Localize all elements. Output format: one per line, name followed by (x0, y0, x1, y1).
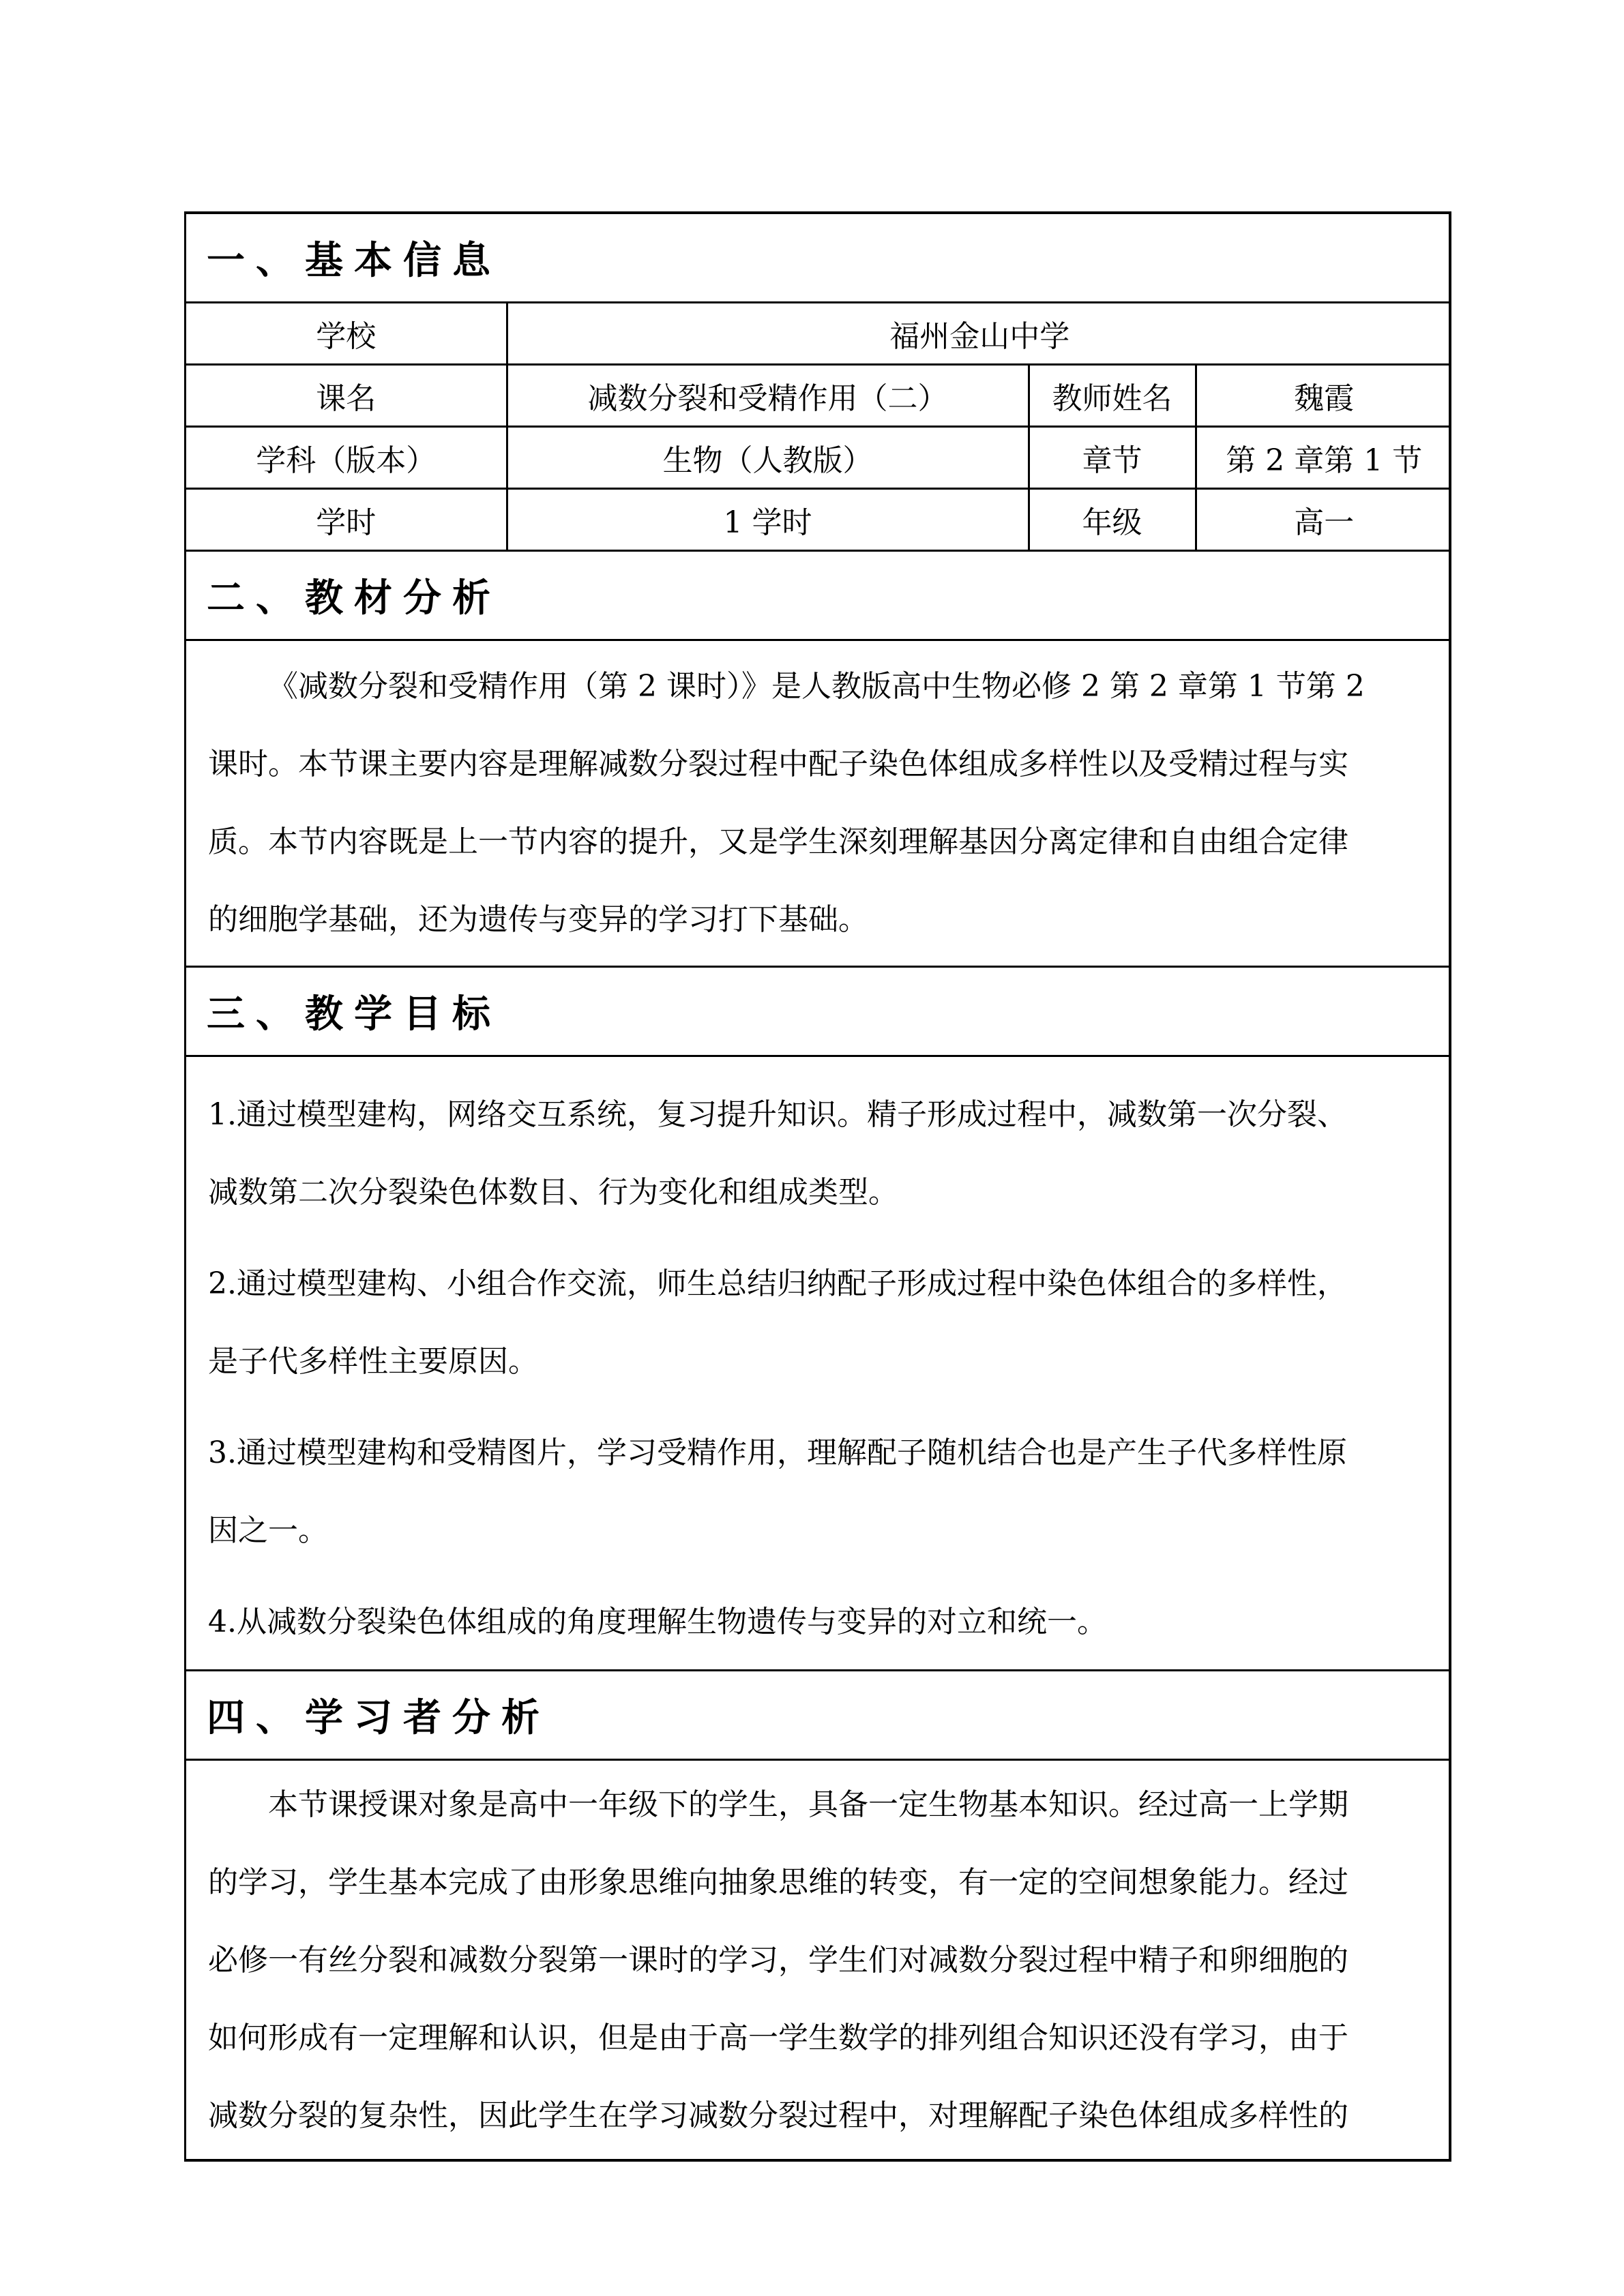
value-teacher: 魏霞 (1196, 365, 1451, 427)
text-line: 是子代多样性主要原因。 (208, 1344, 538, 1379)
table-row (186, 427, 1451, 489)
label-course: 课名 (186, 365, 507, 427)
text-line: 必修一有丝分裂和减数分裂第一课时的学习，学生们对减数分裂过程中精子和卵细胞的 (208, 1943, 1348, 1978)
text-line: 减数第二次分裂染色体数目、行为变化和组成类型。 (208, 1175, 898, 1210)
text-line: 如何形成有一定理解和认识，但是由于高一学生数学的排列组合知识还没有学习，由于 (208, 2021, 1348, 2055)
list-item (208, 1238, 1427, 1407)
text-line: 4.从减数分裂染色体组成的角度理解生物遗传与变异的对立和统一。 (208, 1605, 1107, 1639)
label-school: 学校 (186, 303, 507, 365)
value-subject: 生物（人教版） (507, 427, 1029, 489)
teaching-goals-text (186, 1057, 1449, 1671)
section-title-basic-info: 一、基本信息 (186, 214, 1449, 303)
table-row (186, 489, 1451, 551)
material-analysis-text (186, 641, 1449, 968)
value-grade: 高一 (1196, 489, 1451, 551)
text-line: 2.通过模型建构、小组合作交流，师生总结归纳配子形成过程中染色体组合的多样性， (208, 1266, 1347, 1301)
text-line: 本节课授课对象是高中一年级下的学生，具备一定生物基本知识。经过高一上学期 (268, 1787, 1348, 1822)
value-school: 福州金山中学 (507, 303, 1451, 365)
list-item (208, 1069, 1427, 1238)
text-line: 课时。本节课主要内容是理解减数分裂过程中配子染色体组成多样性以及受精过程与实 (208, 747, 1348, 781)
text-line: 的细胞学基础，还为遗传与变异的学习打下基础。 (208, 902, 868, 937)
section-title-material-analysis: 二、教材分析 (186, 552, 1449, 641)
text-line: 1.通过模型建构，网络交互系统，复习提升知识。精子形成过程中，减数第一次分裂、 (208, 1097, 1347, 1132)
text-line: 的学习，学生基本完成了由形象思维向抽象思维的转变，有一定的空间想象能力。经过 (208, 1865, 1348, 1900)
list-item (208, 1407, 1427, 1577)
label-chapter: 章节 (1029, 427, 1196, 489)
label-grade: 年级 (1029, 489, 1196, 551)
value-chapter: 第 2 章第 1 节 (1196, 427, 1451, 489)
learner-analysis-text (186, 1761, 1449, 2159)
section-title-teaching-goals: 三、教学目标 (186, 968, 1449, 1057)
section-title-learner-analysis: 四、学习者分析 (186, 1671, 1449, 1761)
value-hours: 1 学时 (507, 489, 1029, 551)
table-row (186, 303, 1451, 365)
text-line: 因之一。 (208, 1513, 328, 1548)
table-row (186, 365, 1451, 427)
text-line: 《减数分裂和受精作用（第 2 课时）》是人教版高中生物必修 2 第 2 章第 1 节第 2 (268, 669, 1365, 704)
label-hours: 学时 (186, 489, 507, 551)
text-line: 3.通过模型建构和受精图片，学习受精作用，理解配子随机结合也是产生子代多样性原 (208, 1435, 1347, 1470)
label-teacher: 教师姓名 (1029, 365, 1196, 427)
text-line: 减数分裂的复杂性，因此学生在学习减数分裂过程中，对理解配子染色体组成多样性的 (208, 2098, 1348, 2133)
document-frame (184, 211, 1451, 2162)
list-item (208, 1577, 1427, 1668)
text-line: 质。本节内容既是上一节内容的提升，又是学生深刻理解基因分离定律和自由组合定律 (208, 824, 1348, 859)
basic-info-table (186, 303, 1451, 552)
value-course: 减数分裂和受精作用（二） (507, 365, 1029, 427)
label-subject: 学科（版本） (186, 427, 507, 489)
